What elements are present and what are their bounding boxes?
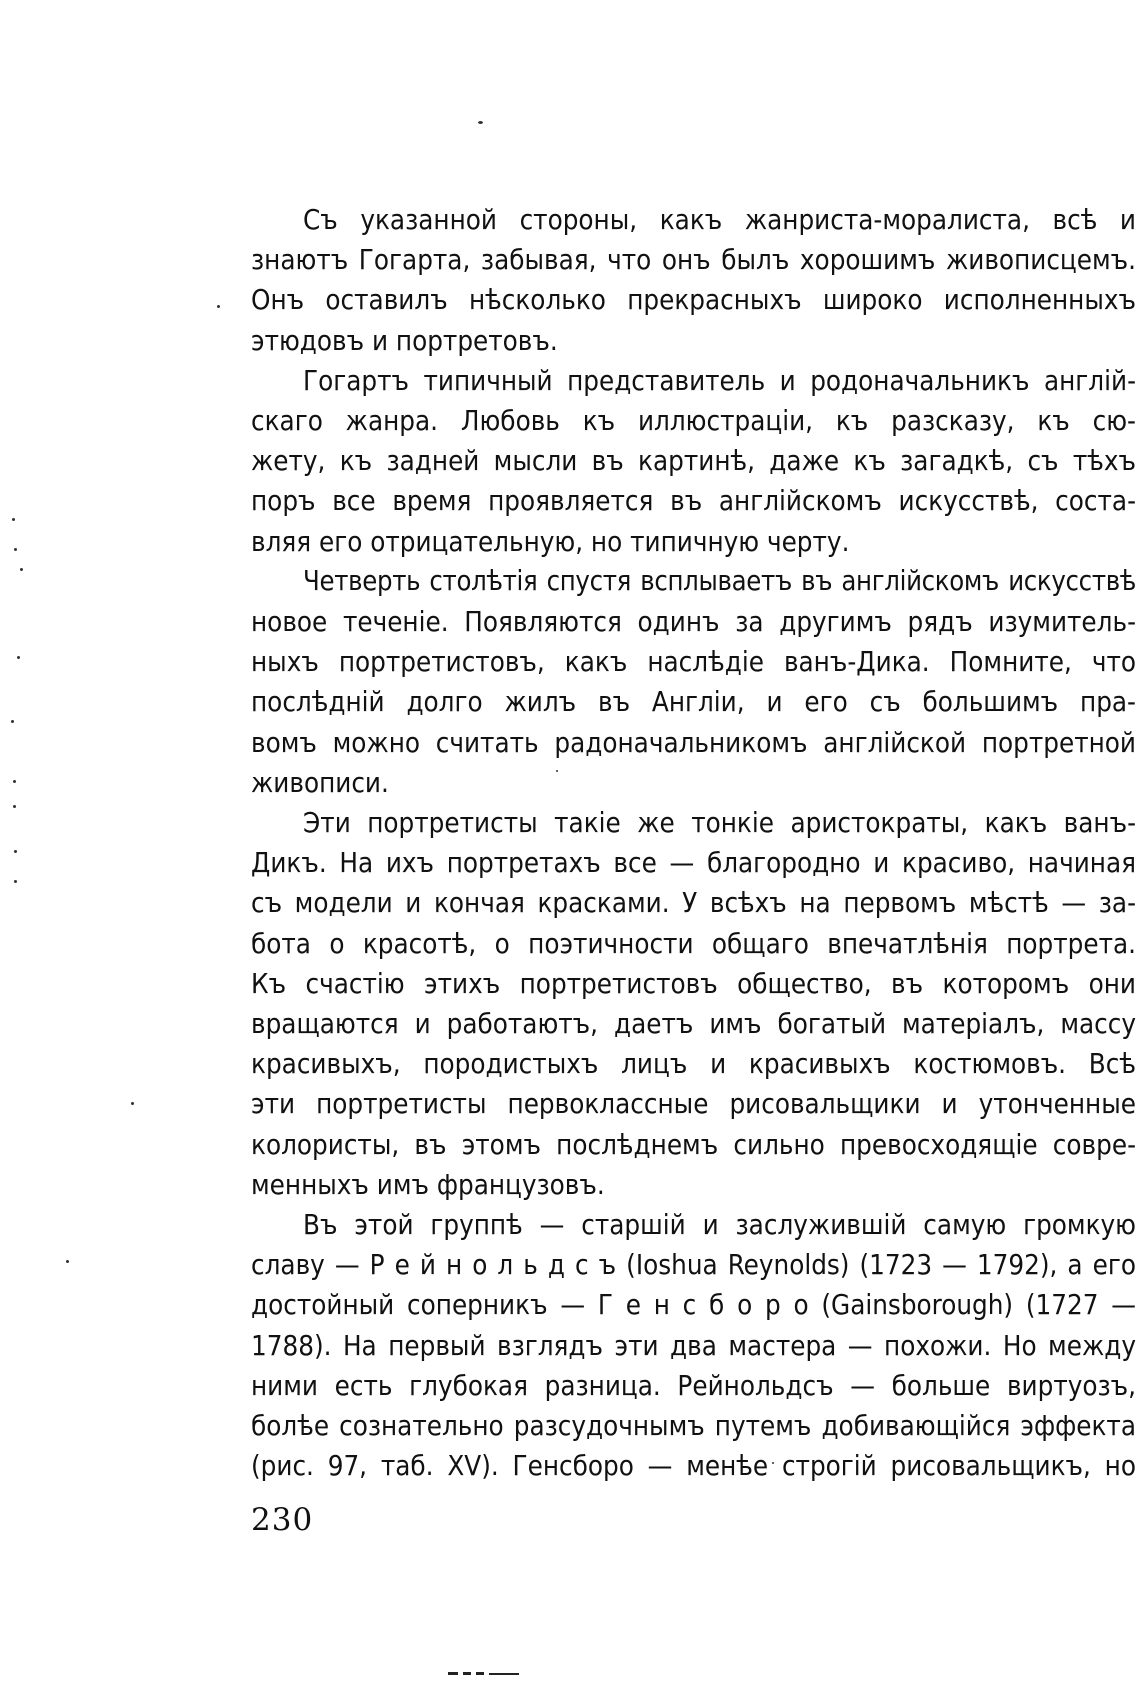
- text-line: Съ указанной стороны, какъ жанриста-моралиста, всѣ и: [303, 204, 1136, 236]
- text-line: скаго жанра. Любовь къ иллюстраціи, къ разсказу, къ сю-: [251, 405, 1136, 438]
- text-line: Гогартъ типичный представитель и родоначальникъ англій-: [303, 364, 1136, 397]
- text-line: болѣе сознательно разсудочнымъ путемъ добивающійся эффекта: [251, 1410, 1136, 1443]
- text-line: Четверть столѣтія спустя всплываетъ въ англійскомъ искусствѣ: [303, 565, 1136, 597]
- bottom-rule-fragment: [476, 1672, 484, 1675]
- text-line: Къ счастію этихъ портретистовъ общество, въ которомъ они: [251, 967, 1136, 1000]
- scan-speck: [14, 850, 17, 853]
- text-line: ныхъ портретистовъ, какъ наслѣдіе ванъ-Дика. Помните, что: [251, 646, 1136, 679]
- body-text: [251, 200, 1136, 1487]
- text-line: послѣдній долго жилъ въ Англіи, и его съ большимъ пра-: [251, 686, 1136, 719]
- text-line: менныхъ имъ французовъ.: [251, 1168, 605, 1201]
- text-line: красивыхъ, породистыхъ лицъ и красивыхъ костюмовъ. Всѣ: [251, 1048, 1136, 1081]
- text-line: поръ все время проявляется въ англійскомъ искусствѣ, соста-: [251, 485, 1136, 518]
- scan-speck: [217, 305, 220, 308]
- scan-speck: [14, 880, 17, 883]
- text-line: колористы, въ этомъ послѣднемъ сильно превосходящіе совре-: [251, 1128, 1136, 1161]
- text-line: бота о красотѣ, о поэтичности общаго впечатлѣнія портрета.: [251, 927, 1136, 960]
- scan-speck: [20, 568, 23, 571]
- scan-speck: [13, 780, 16, 783]
- paragraph: [251, 562, 1136, 803]
- paragraph: [251, 803, 1136, 1205]
- text-line: вращаются и работаютъ, даетъ имъ богатый матеріалъ, массу: [251, 1008, 1136, 1041]
- text-line: живописи.: [251, 766, 389, 799]
- scan-speck: [17, 656, 20, 659]
- text-line: Онъ оставилъ нѣсколько прекрасныхъ широко исполненныхъ: [251, 284, 1136, 317]
- text-line: Въ этой группѣ — старшій и заслужившій самую громкую: [303, 1209, 1136, 1242]
- scan-speck: [12, 518, 15, 521]
- text-line: знаютъ Гогарта, забывая, что онъ былъ хорошимъ живописцемъ.: [251, 244, 1136, 277]
- text-line: новое теченіе. Появляются одинъ за другимъ рядъ изумитель-: [251, 606, 1136, 639]
- paragraph: [251, 200, 1136, 361]
- bottom-rule-fragment: [463, 1672, 471, 1675]
- text-line: этюдовъ и портретовъ.: [251, 324, 558, 357]
- text-line: Эти портретисты такіе же тонкіе аристократы, какъ ванъ-: [303, 807, 1136, 840]
- text-line: вомъ можно считать радоначальникомъ англійской портретной: [251, 726, 1136, 759]
- page-number: 230: [251, 1502, 314, 1538]
- text-line: жету, къ задней мысли въ картинѣ, даже къ загадкѣ, съ тѣхъ: [251, 445, 1136, 478]
- paragraph: [251, 1205, 1136, 1486]
- scan-speck: [478, 121, 483, 124]
- paragraph: [251, 361, 1136, 562]
- text-line: Дикъ. На ихъ портретахъ все — благородно и красиво, начиная: [251, 847, 1136, 880]
- scan-speck: [11, 720, 14, 723]
- text-line: славу — Р е й н о л ь д с ъ (Ioshua Reynolds) (1723 — 1792), а его: [251, 1249, 1136, 1282]
- scan-speck: [14, 548, 17, 551]
- text-line: эти портретисты первоклассные рисовальщики и утонченные: [251, 1088, 1136, 1121]
- bottom-rule-fragment: [489, 1673, 519, 1675]
- scan-speck: [13, 805, 16, 808]
- bottom-rule-fragment: [448, 1672, 458, 1675]
- text-line: 1788). На первый взглядъ эти два мастера — похожи. Но между: [251, 1329, 1136, 1362]
- scan-speck: [66, 1260, 69, 1263]
- text-line: съ модели и кончая красками. У всѣхъ на первомъ мѣстѣ — за-: [251, 887, 1136, 920]
- scan-speck: [131, 1102, 134, 1105]
- text-line: вляя его отрицательную, но типичную черту.: [251, 525, 850, 558]
- text-line: ними есть глубокая разница. Рейнольдсъ — больше виртуозъ,: [251, 1369, 1136, 1402]
- text-line: (рис. 97, таб. XV). Генсборо — менѣе строгій рисовальщикъ, но: [251, 1450, 1136, 1483]
- text-line: достойный соперникъ — Г е н с б о р о (Gainsborough) (1727 —: [251, 1289, 1136, 1322]
